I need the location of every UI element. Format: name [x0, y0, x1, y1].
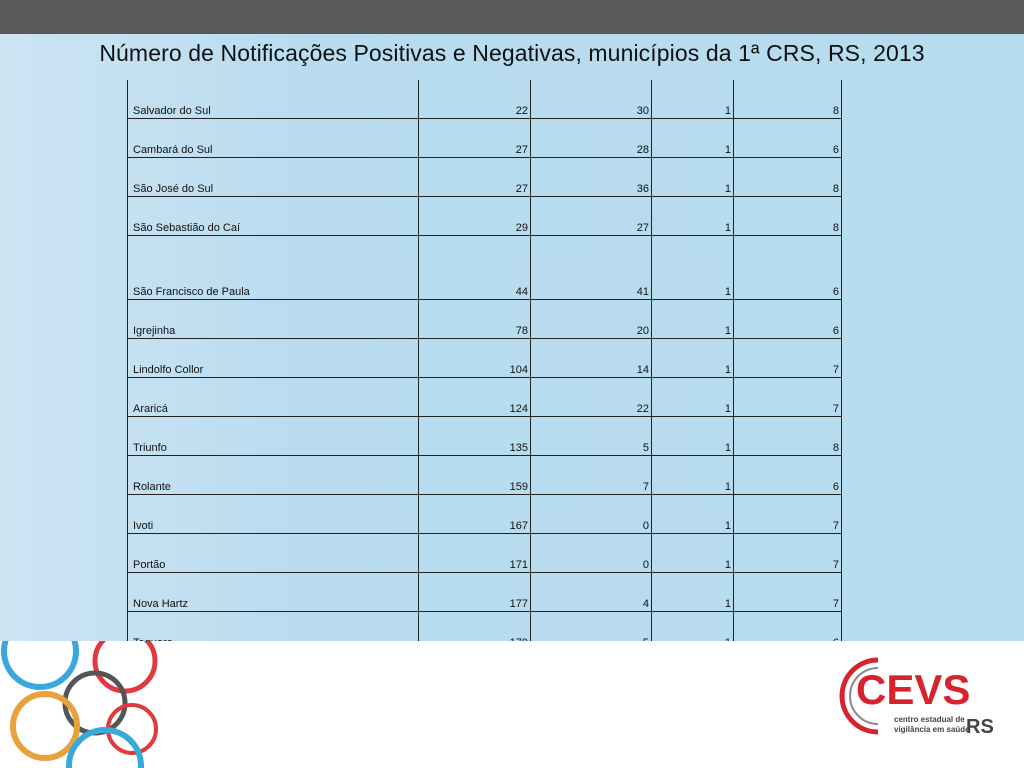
- municipality-cell: Lindolfo Collor: [128, 339, 419, 378]
- value-cell: 6: [734, 236, 842, 300]
- municipality-cell: Igrejinha: [128, 300, 419, 339]
- slide-title: Número de Notificações Positivas e Negativas, municípios da 1ª CRS, RS, 2013: [99, 40, 925, 66]
- value-cell: 78: [419, 300, 531, 339]
- value-cell: 7: [734, 378, 842, 417]
- value-cell: 1: [652, 456, 734, 495]
- value-cell: 1: [652, 197, 734, 236]
- value-cell: 0: [531, 534, 652, 573]
- value-cell: 6: [734, 300, 842, 339]
- value-cell: 7: [734, 495, 842, 534]
- municipality-cell: São José do Sul: [128, 158, 419, 197]
- table-row: [128, 495, 842, 534]
- value-cell: 8: [734, 197, 842, 236]
- value-cell: 6: [734, 456, 842, 495]
- value-cell: 171: [419, 534, 531, 573]
- value-cell: 5: [531, 417, 652, 456]
- municipality-cell: Rolante: [128, 456, 419, 495]
- table-row: [128, 300, 842, 339]
- value-cell: 7: [734, 573, 842, 612]
- value-cell: 8: [734, 158, 842, 197]
- cevs-state-text: RS: [966, 716, 994, 738]
- table-row: [128, 573, 842, 612]
- table-row: [128, 158, 842, 197]
- value-cell: 7: [531, 456, 652, 495]
- value-cell: 27: [419, 119, 531, 158]
- value-cell: 7: [734, 339, 842, 378]
- value-cell: 177: [419, 573, 531, 612]
- value-cell: 0: [531, 495, 652, 534]
- data-table-container: [127, 80, 841, 651]
- value-cell: 1: [652, 495, 734, 534]
- top-bar: [0, 0, 1024, 34]
- value-cell: 14: [531, 339, 652, 378]
- value-cell: 1: [652, 534, 734, 573]
- value-cell: 1: [652, 119, 734, 158]
- decorative-circles-icon: [0, 641, 170, 768]
- value-cell: 27: [531, 197, 652, 236]
- cevs-logo-text: CEVS: [856, 666, 971, 713]
- cevs-logo: [838, 654, 998, 744]
- value-cell: 167: [419, 495, 531, 534]
- value-cell: 20: [531, 300, 652, 339]
- value-cell: 41: [531, 236, 652, 300]
- municipality-cell: São Francisco de Paula: [128, 236, 419, 300]
- value-cell: 6: [734, 119, 842, 158]
- data-table: [127, 80, 842, 651]
- value-cell: 135: [419, 417, 531, 456]
- table-row: [128, 119, 842, 158]
- table-row: [128, 417, 842, 456]
- value-cell: 124: [419, 378, 531, 417]
- value-cell: 22: [531, 378, 652, 417]
- cevs-subtitle-line1: centro estadual de: [894, 715, 965, 724]
- value-cell: 30: [531, 80, 652, 119]
- table-row: [128, 80, 842, 119]
- value-cell: 1: [652, 158, 734, 197]
- cevs-logo-icon: [838, 654, 998, 744]
- value-cell: 1: [652, 300, 734, 339]
- value-cell: 44: [419, 236, 531, 300]
- table-row: [128, 456, 842, 495]
- municipality-cell: Portão: [128, 534, 419, 573]
- value-cell: 8: [734, 417, 842, 456]
- value-cell: 8: [734, 80, 842, 119]
- municipality-cell: Araricá: [128, 378, 419, 417]
- value-cell: 1: [652, 339, 734, 378]
- value-cell: 104: [419, 339, 531, 378]
- value-cell: 159: [419, 456, 531, 495]
- table-row: [128, 339, 842, 378]
- table-row: [128, 236, 842, 300]
- table-row: [128, 534, 842, 573]
- municipality-cell: Cambará do Sul: [128, 119, 419, 158]
- value-cell: 4: [531, 573, 652, 612]
- value-cell: 1: [652, 573, 734, 612]
- municipality-cell: Salvador do Sul: [128, 80, 419, 119]
- value-cell: 7: [734, 534, 842, 573]
- municipality-cell: São Sebastião do Caí: [128, 197, 419, 236]
- cevs-subtitle-line2: vigilância em saúde: [894, 725, 970, 734]
- value-cell: 1: [652, 378, 734, 417]
- value-cell: 27: [419, 158, 531, 197]
- value-cell: 1: [652, 417, 734, 456]
- municipality-cell: Nova Hartz: [128, 573, 419, 612]
- value-cell: 22: [419, 80, 531, 119]
- value-cell: 1: [652, 80, 734, 119]
- table-row: [128, 378, 842, 417]
- value-cell: 29: [419, 197, 531, 236]
- municipality-cell: Ivoti: [128, 495, 419, 534]
- value-cell: 1: [652, 236, 734, 300]
- municipality-cell: Triunfo: [128, 417, 419, 456]
- value-cell: 28: [531, 119, 652, 158]
- table-row: [128, 197, 842, 236]
- value-cell: 36: [531, 158, 652, 197]
